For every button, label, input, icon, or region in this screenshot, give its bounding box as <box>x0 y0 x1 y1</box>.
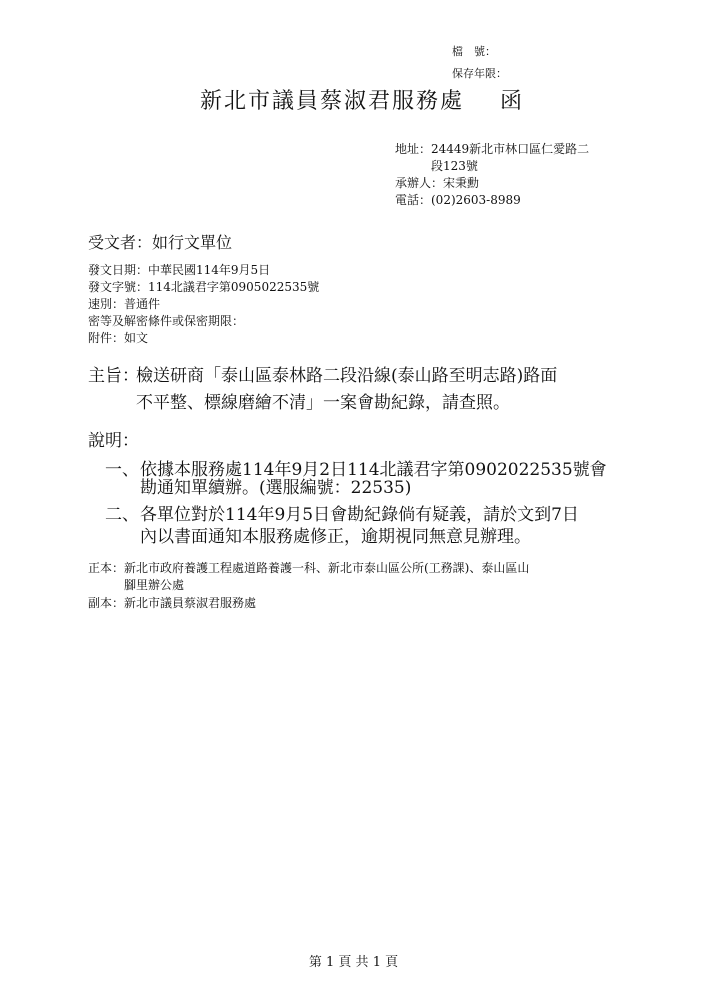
address-line-2: 段123號 <box>431 159 478 173</box>
copy-recipients: 新北市議員蔡淑君服務處 <box>124 596 257 610</box>
retention-period-label: 保存年限： <box>452 67 507 80</box>
explanation-item-1-line-2: 勘通知單續辦。(選服編號：22535) <box>140 478 412 498</box>
address-line-1: 地址：24449新北市林口區仁愛路二 <box>395 142 590 156</box>
explanation-item-2-number: 二、 <box>105 505 139 525</box>
page-number: 第 1 頁 共 1 頁 <box>308 955 399 970</box>
explanation-item-2-line-2: 內以書面通知本服務處修正，逾期視同無意見辦理。 <box>140 527 531 547</box>
security-level: 密等及解密條件或保密期限： <box>88 314 245 328</box>
phone: 電話：(02)2603-8989 <box>395 193 521 207</box>
handler: 承辦人：宋秉勳 <box>395 176 480 190</box>
explanation-item-1-number: 一、 <box>105 460 139 480</box>
primary-recipients-line-1: 新北市政府養護工程處道路養護一科、新北市泰山區公所(工務課)、泰山區山 <box>124 561 530 575</box>
subject-line-2: 不平整、標線磨繪不清」一案會勘紀錄，請查照。 <box>136 393 510 413</box>
document-number: 發文字號：114北議君字第0905022535號 <box>88 280 320 294</box>
explanation-label: 說明： <box>88 431 139 451</box>
primary-recipients-label: 正本： <box>88 561 125 575</box>
office-name: 新北市議員蔡淑君服務處 <box>200 89 465 114</box>
attachment: 附件：如文 <box>88 331 149 345</box>
explanation-item-2-line-1: 各單位對於114年9月5日會勘紀錄倘有疑義，請於文到7日 <box>140 505 579 525</box>
document-title <box>200 84 524 115</box>
subject-line-1: 檢送研商「泰山區泰林路二段沿線(泰山路至明志路)路面 <box>136 366 558 386</box>
delivery-speed: 速別：普通件 <box>88 297 161 311</box>
recipient: 受文者：如行文單位 <box>88 233 233 252</box>
copy-recipients-label: 副本： <box>88 596 125 610</box>
subject-label: 主旨： <box>88 366 139 386</box>
document-type: 函 <box>500 89 525 114</box>
explanation-item-1-line-1: 依據本服務處114年9月2日114北議君字第0902022535號會 <box>140 460 607 480</box>
primary-recipients-line-2: 腳里辦公處 <box>124 578 185 592</box>
issue-date: 發文日期：中華民國114年9月5日 <box>88 263 271 277</box>
file-number-label: 檔 號： <box>452 45 496 58</box>
